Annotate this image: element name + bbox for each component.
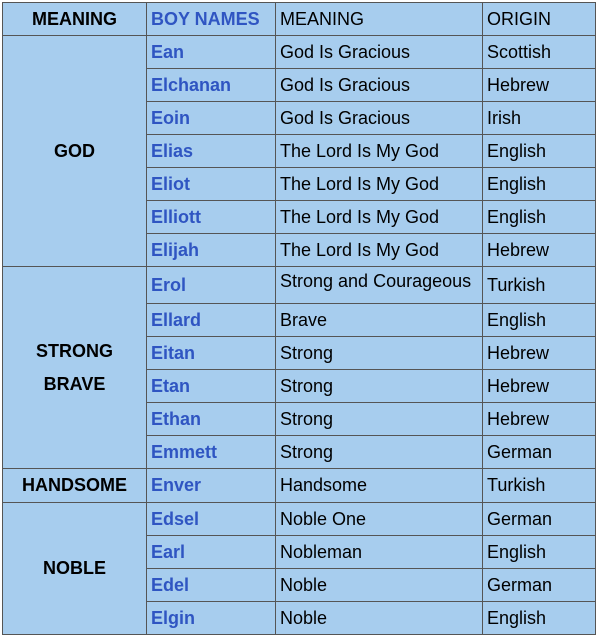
table-row xyxy=(3,267,596,304)
header-meaning: MEANING xyxy=(276,3,483,36)
boy-name: Elias xyxy=(147,135,276,168)
name-meaning: God Is Gracious xyxy=(276,102,483,135)
name-meaning: Handsome xyxy=(276,469,483,503)
name-meaning: Strong xyxy=(276,370,483,403)
boy-name: Earl xyxy=(147,536,276,569)
boy-name: Eitan xyxy=(147,337,276,370)
name-meaning: Noble xyxy=(276,602,483,635)
name-meaning: Strong xyxy=(276,403,483,436)
name-origin: Turkish xyxy=(483,267,596,304)
name-origin: English xyxy=(483,536,596,569)
name-origin: Scottish xyxy=(483,36,596,69)
boy-name: Enver xyxy=(147,469,276,503)
group-label xyxy=(3,503,147,635)
name-origin: Hebrew xyxy=(483,370,596,403)
boy-name: Etan xyxy=(147,370,276,403)
boy-names-table xyxy=(2,2,596,635)
header-meaning-group: MEANING xyxy=(3,3,147,36)
boy-name: Emmett xyxy=(147,436,276,469)
name-meaning: Nobleman xyxy=(276,536,483,569)
name-origin: Hebrew xyxy=(483,234,596,267)
boy-name: Edsel xyxy=(147,503,276,536)
header-boy-names: BOY NAMES xyxy=(147,3,276,36)
name-origin: Turkish xyxy=(483,469,596,503)
group-label xyxy=(3,267,147,469)
name-meaning: Noble One xyxy=(276,503,483,536)
table-row xyxy=(3,469,596,503)
boy-name: Edel xyxy=(147,569,276,602)
boy-name: Elgin xyxy=(147,602,276,635)
name-origin: English xyxy=(483,201,596,234)
name-meaning: The Lord Is My God xyxy=(276,234,483,267)
name-origin: German xyxy=(483,569,596,602)
name-meaning: Strong xyxy=(276,436,483,469)
boy-name: Eoin xyxy=(147,102,276,135)
name-meaning: The Lord Is My God xyxy=(276,135,483,168)
name-meaning: Strong and Courageous xyxy=(276,267,483,304)
header-origin: ORIGIN xyxy=(483,3,596,36)
group-label-line: NOBLE xyxy=(43,558,106,578)
name-meaning: The Lord Is My God xyxy=(276,168,483,201)
name-origin: German xyxy=(483,503,596,536)
header-row xyxy=(3,3,596,36)
name-origin: Irish xyxy=(483,102,596,135)
name-meaning: Brave xyxy=(276,304,483,337)
name-origin: English xyxy=(483,135,596,168)
boy-name: Elchanan xyxy=(147,69,276,102)
boy-name: Eliot xyxy=(147,168,276,201)
table-body xyxy=(3,36,596,635)
name-origin: Hebrew xyxy=(483,403,596,436)
group-label-line: BRAVE xyxy=(43,373,106,394)
name-meaning: Strong xyxy=(276,337,483,370)
name-origin: English xyxy=(483,304,596,337)
boy-name: Elijah xyxy=(147,234,276,267)
boy-name: Elliott xyxy=(147,201,276,234)
name-meaning: Noble xyxy=(276,569,483,602)
group-label xyxy=(3,469,147,503)
boy-name: Ellard xyxy=(147,304,276,337)
name-meaning: God Is Gracious xyxy=(276,69,483,102)
group-label-line: STRONG xyxy=(35,340,113,361)
name-origin: English xyxy=(483,168,596,201)
table-row xyxy=(3,36,596,69)
boy-name: Erol xyxy=(147,267,276,304)
group-label xyxy=(3,36,147,267)
table-row xyxy=(3,503,596,536)
boy-name: Ean xyxy=(147,36,276,69)
name-origin: German xyxy=(483,436,596,469)
name-meaning: The Lord Is My God xyxy=(276,201,483,234)
name-origin: Hebrew xyxy=(483,69,596,102)
group-label-line: GOD xyxy=(53,140,95,161)
group-label-line: HANDSOME xyxy=(21,475,127,495)
boy-name: Ethan xyxy=(147,403,276,436)
name-origin: Hebrew xyxy=(483,337,596,370)
name-meaning: God Is Gracious xyxy=(276,36,483,69)
name-origin: English xyxy=(483,602,596,635)
